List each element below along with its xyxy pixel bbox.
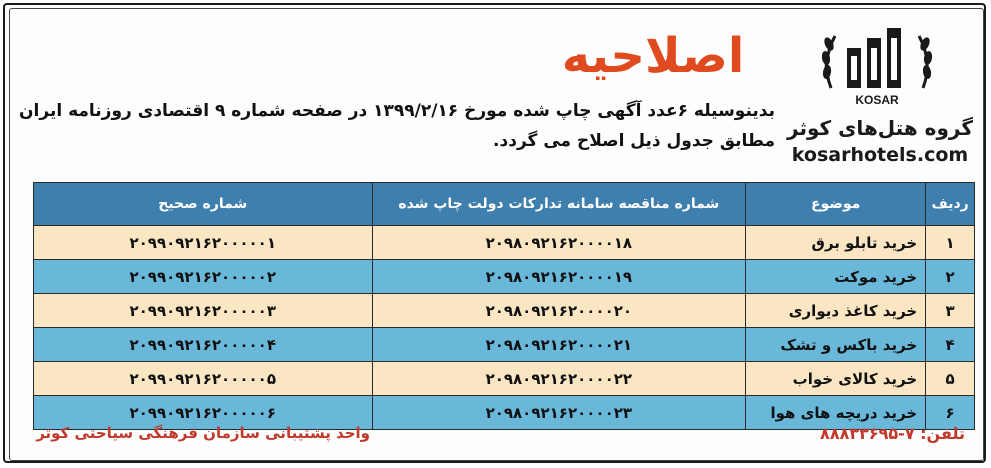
cell-row-no: ۵ [926,362,975,396]
cell-published-number: ۲۰۹۸۰۹۲۱۶۲۰۰۰۰۲۱ [372,328,746,362]
cell-correct-number: ۲۰۹۹۰۹۲۱۶۲۰۰۰۰۰۵ [34,362,373,396]
footer-phone: تلفن: ۷-۸۸۸۳۳۶۹۵ [820,424,965,443]
correction-table [33,182,975,430]
cell-subject: خرید تابلو برق [746,226,926,260]
page-title: اصلاحیه [561,28,745,84]
cell-row-no: ۴ [926,328,975,362]
cell-row-no: ۱ [926,226,975,260]
intro-text [20,96,775,156]
logo-name-fa: گروه هتل‌های کوثر [787,116,973,140]
cell-published-number: ۲۰۹۸۰۹۲۱۶۲۰۰۰۰۱۸ [372,226,746,260]
cell-correct-number: ۲۰۹۹۰۹۲۱۶۲۰۰۰۰۰۶ [34,396,373,430]
cell-subject: خرید باکس و تشک [746,328,926,362]
header-published-number: شماره مناقصه سامانه تدارکات دولت چاپ شده [372,183,746,226]
table-row [34,226,975,260]
cell-published-number: ۲۰۹۸۰۹۲۱۶۲۰۰۰۰۲۲ [372,362,746,396]
logo-website: kosarhotels.com [791,144,969,166]
logo-mark-text: KOSAR [855,93,899,107]
header-subject: موضوع [746,183,926,226]
cell-published-number: ۲۰۹۸۰۹۲۱۶۲۰۰۰۰۲۳ [372,396,746,430]
table-header-row [34,183,975,226]
table-row [34,294,975,328]
cell-subject: خرید کاغذ دیواری [746,294,926,328]
kosar-logo-icon [817,18,937,118]
cell-row-no: ۳ [926,294,975,328]
cell-correct-number: ۲۰۹۹۰۹۲۱۶۲۰۰۰۰۰۱ [34,226,373,260]
header-correct-number: شماره صحیح [34,183,373,226]
intro-line-1: بدینوسیله ۶عدد آگهی چاپ شده مورخ ۱۳۹۹/۲/۱۶ در صفحه شماره ۹ اقتصادی روزنامه ایران [19,101,775,121]
cell-correct-number: ۲۰۹۹۰۹۲۱۶۲۰۰۰۰۰۴ [34,328,373,362]
kosar-logo [785,18,975,168]
cell-row-no: ۶ [926,396,975,430]
cell-row-no: ۲ [926,260,975,294]
footer-unit: واحد پشتیبانی سازمان فرهنگی سیاحتی کوثر [36,424,370,442]
cell-subject: خرید دریچه های هوا [746,396,926,430]
header-row-no: ردیف [926,183,975,226]
table-row [34,362,975,396]
cell-published-number: ۲۰۹۸۰۹۲۱۶۲۰۰۰۰۱۹ [372,260,746,294]
cell-subject: خرید موکت [746,260,926,294]
cell-correct-number: ۲۰۹۹۰۹۲۱۶۲۰۰۰۰۰۳ [34,294,373,328]
table-row [34,328,975,362]
cell-published-number: ۲۰۹۸۰۹۲۱۶۲۰۰۰۰۲۰ [372,294,746,328]
intro-line-2: مطابق جدول ذیل اصلاح می گردد. [493,131,775,151]
cell-subject: خرید کالای خواب [746,362,926,396]
table-row [34,260,975,294]
cell-correct-number: ۲۰۹۹۰۹۲۱۶۲۰۰۰۰۰۲ [34,260,373,294]
